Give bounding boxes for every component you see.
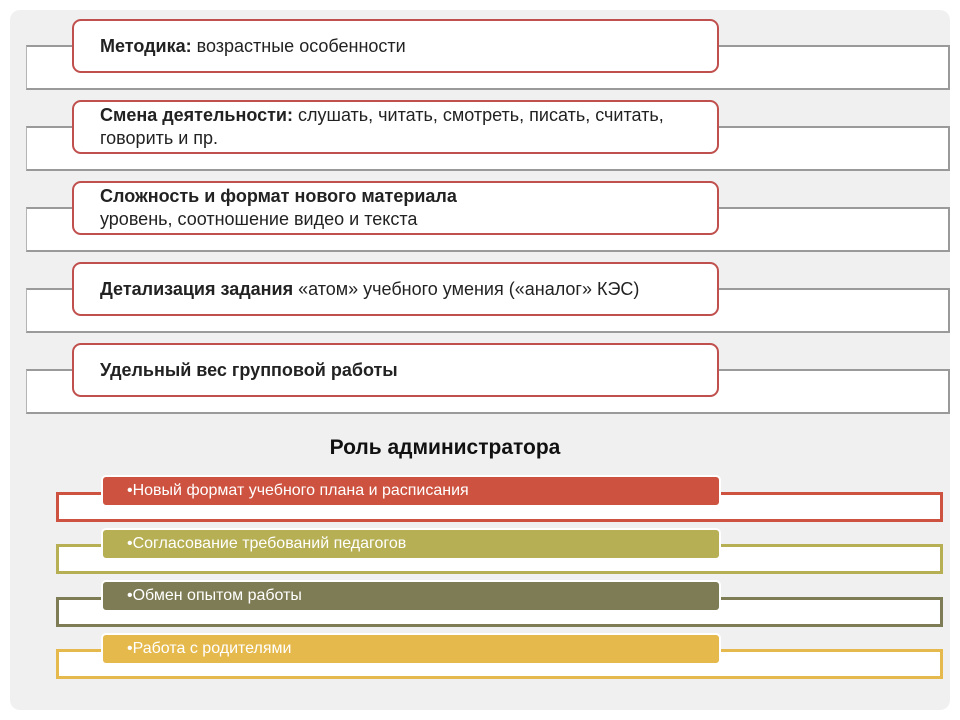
item-heading: Методика: <box>100 35 192 56</box>
list-item <box>72 181 719 235</box>
list-item <box>72 262 719 316</box>
item-heading: Смена деятельности: <box>100 105 293 125</box>
lower-list-item <box>101 528 721 560</box>
list-item <box>72 343 719 397</box>
lower-item-label: •Работа с родителями <box>127 640 292 657</box>
item-text: слушать, читать, смотреть, писать, считать, говорить и пр. <box>100 105 664 148</box>
lower-item-label: •Обмен опытом работы <box>127 587 302 604</box>
list-item <box>72 19 719 73</box>
section-title: Роль администратора <box>329 436 561 459</box>
item-text: возрастные особенности <box>191 35 406 56</box>
item-text: «атом» учебного умения («аналог» КЭС) <box>293 278 640 299</box>
lower-list-item <box>101 475 721 507</box>
item-heading: Удельный вес групповой работы <box>100 359 398 380</box>
lower-item-label: •Согласование требований педагогов <box>127 535 407 552</box>
lower-list-item <box>101 580 721 612</box>
item-text: уровень, соотношение видео и текста <box>100 209 418 229</box>
item-heading: Детализация задания <box>100 278 294 299</box>
lower-list-item <box>101 633 721 665</box>
item-heading: Сложность и формат нового материала <box>100 186 457 206</box>
list-item <box>72 100 719 154</box>
lower-item-label: •Новый формат учебного плана и расписания <box>127 482 469 499</box>
